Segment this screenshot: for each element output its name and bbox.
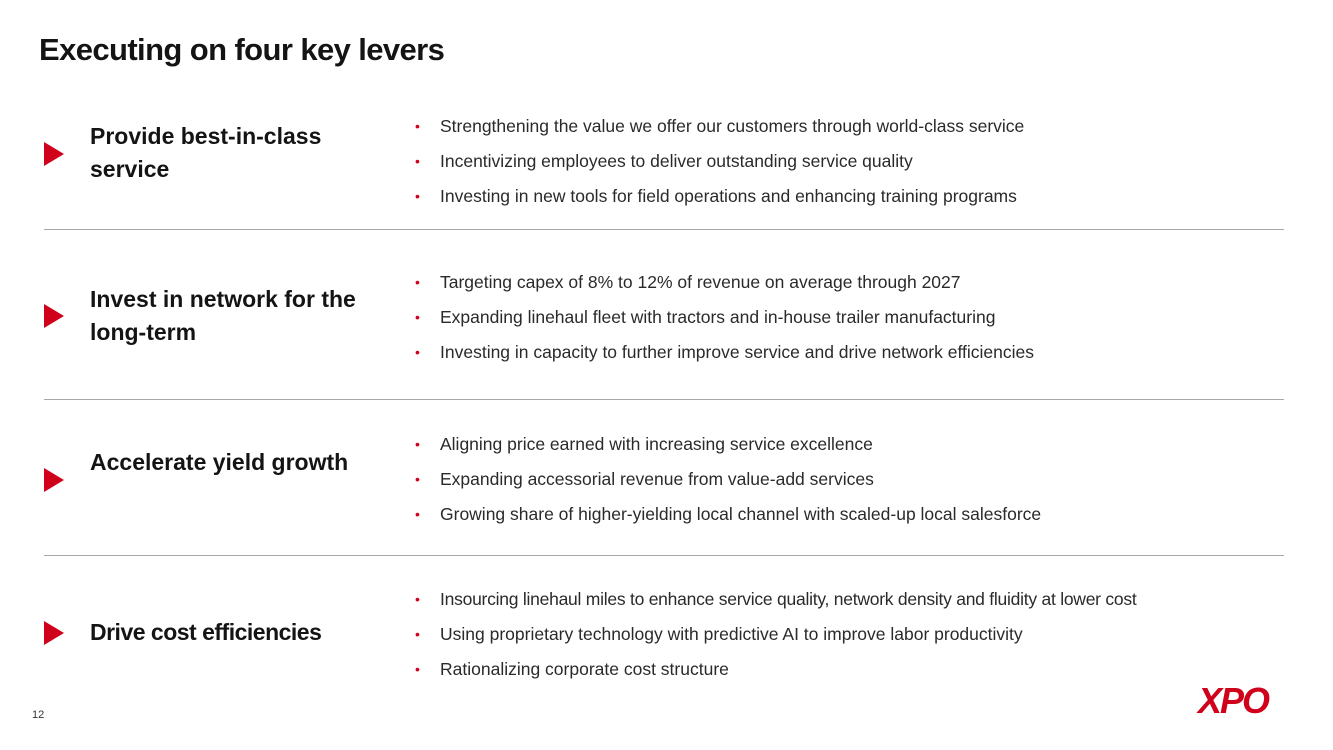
bullet-item: • Strengthening the value we offer our customers through world-class service: [415, 109, 1024, 144]
bullet-icon: •: [415, 591, 420, 607]
bullet-item: • Incentivizing employees to deliver outstanding service quality: [415, 144, 1024, 179]
bullet-item: • Targeting capex of 8% to 12% of revenue on average through 2027: [415, 265, 1034, 300]
divider: [44, 555, 1284, 556]
lever-title: Drive cost efficiencies: [90, 619, 322, 645]
bullet-list: [415, 109, 1024, 214]
lever-title: Invest in network for the long-term: [90, 286, 356, 345]
bullet-list: [415, 582, 1136, 687]
bullet-icon: •: [415, 188, 420, 204]
lever-title: Accelerate yield growth: [90, 449, 349, 475]
bullet-item: • Using proprietary technology with predictive AI to improve labor productivity: [415, 617, 1136, 652]
arrow-icon: [44, 142, 64, 166]
bullet-item: • Expanding accessorial revenue from value-add services: [415, 462, 1041, 497]
divider: [44, 399, 1284, 400]
arrow-icon: [44, 621, 64, 645]
arrow-icon: [44, 304, 64, 328]
divider: [44, 229, 1284, 230]
bullet-icon: •: [415, 309, 420, 325]
arrow-icon: [44, 468, 64, 492]
bullet-item: • Growing share of higher-yielding local channel with scaled-up local salesforce: [415, 497, 1041, 532]
bullet-list: [415, 427, 1041, 532]
xpo-logo: XPO: [1198, 680, 1269, 721]
bullet-icon: •: [415, 626, 420, 642]
bullet-list: [415, 265, 1034, 370]
bullet-item: • Investing in capacity to further improve service and drive network efficiencies: [415, 335, 1034, 370]
bullet-item: • Expanding linehaul fleet with tractors and in-house trailer manufacturing: [415, 300, 1034, 335]
bullet-icon: •: [415, 436, 420, 452]
page-number: 12: [32, 709, 45, 721]
bullet-icon: •: [415, 344, 420, 360]
lever-title: Provide best-in-class service: [90, 123, 322, 182]
bullet-item: • Aligning price earned with increasing service excellence: [415, 427, 1041, 462]
page-title: Executing on four key levers: [39, 32, 445, 67]
bullet-icon: •: [415, 118, 420, 134]
bullet-icon: •: [415, 506, 420, 522]
bullet-item: • Insourcing linehaul miles to enhance service quality, network density and fluidity at lower cost: [415, 582, 1136, 617]
bullet-icon: •: [415, 471, 420, 487]
bullet-item: • Rationalizing corporate cost structure: [415, 652, 1136, 687]
bullet-icon: •: [415, 274, 420, 290]
bullet-icon: •: [415, 661, 420, 677]
bullet-icon: •: [415, 153, 420, 169]
bullet-item: • Investing in new tools for field operations and enhancing training programs: [415, 179, 1024, 214]
